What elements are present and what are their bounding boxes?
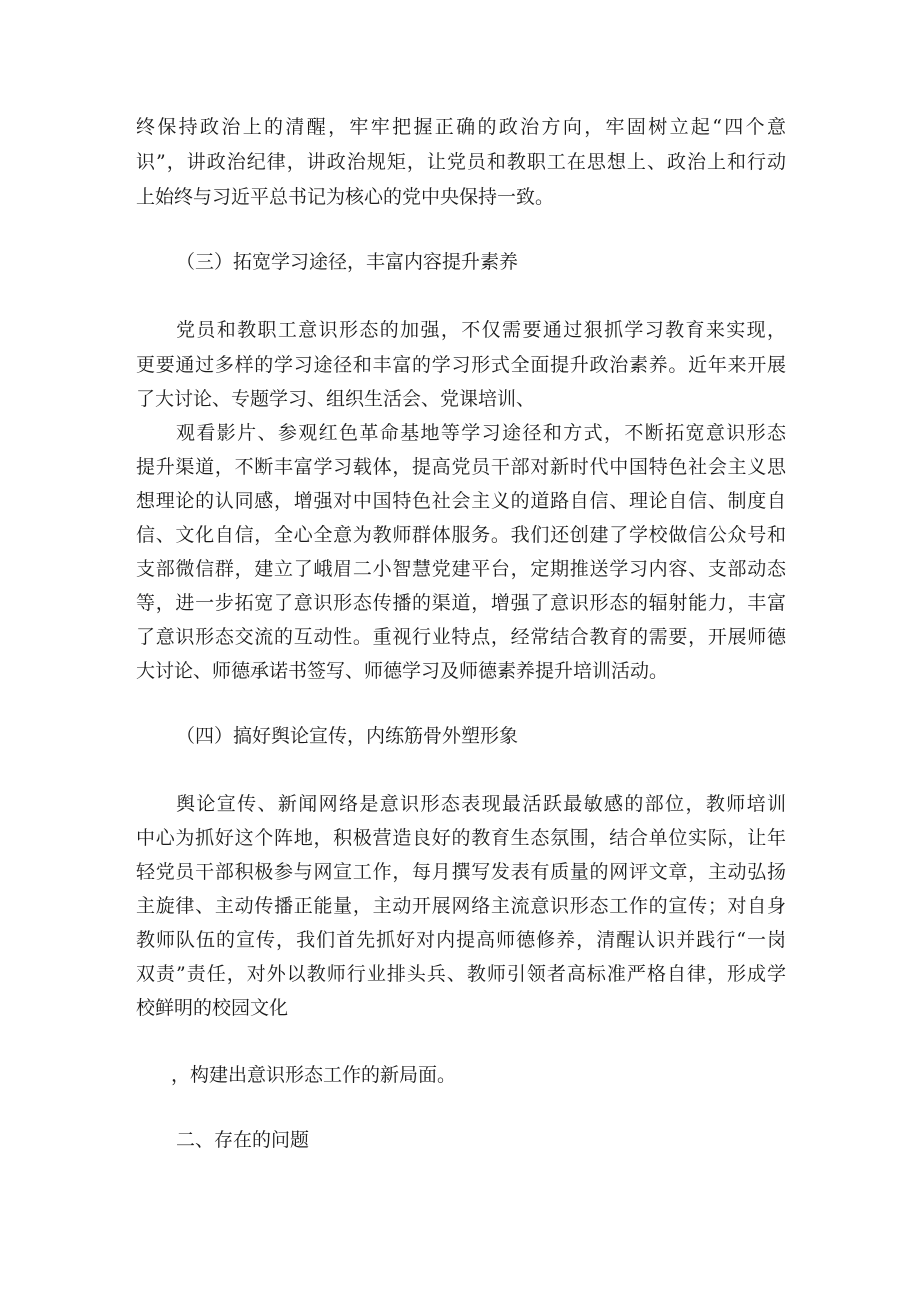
text-line: 了意识形态交流的互动性。重视行业特点，经常结合教育的需要，开展师德 (136, 626, 786, 648)
text-line: 上始终与习近平总书记为核心的党中央保持一致。 (136, 186, 555, 208)
text-line: 等，进一步拓宽了意识形态传播的渠道，增强了意识形态的辐射能力，丰富 (136, 592, 786, 614)
text-line: 双责”责任，对外以教师行业排头兵、教师引领者高标准严格自律，形成学 (136, 963, 786, 985)
text-line: 中心为抓好这个阵地，积极营造良好的教育生态氛围，结合单位实际，让年 (136, 827, 786, 849)
text-line: 更要通过多样的学习途径和丰富的学习形式全面提升政治素养。近年来开展 (136, 354, 786, 376)
text-line: 识”，讲政治纪律，讲政治规矩，让党员和教职工在思想上、政治上和行动 (136, 151, 786, 173)
text-line: 终保持政治上的清醒，牢牢把握正确的政治方向，牢固树立起“四个意 (136, 116, 786, 138)
text-line: 舆论宣传、新闻网络是意识形态表现最活跃最敏感的部位，教师培训 (176, 793, 786, 815)
text-line: 提升渠道，不断丰富学习载体，提高党员干部对新时代中国特色社会主义思 (136, 456, 786, 478)
text-line: 教师队伍的宣传，我们首先抓好对内提高师德修养，清醒认识并践行“一岗 (136, 929, 786, 951)
text-line: 党员和教职工意识形态的加强，不仅需要通过狠抓学习教育来实现， (176, 319, 786, 341)
text-line: 了大讨论、专题学习、组织生活会、党课培训、 (136, 388, 536, 410)
section-heading-issues: 二、存在的问题 (176, 1129, 310, 1151)
text-line: 主旋律、主动传播正能量，主动开展网络主流意识形态工作的宣传；对自身 (136, 895, 786, 917)
text-line: 校鲜明的校园文化 (136, 997, 289, 1019)
text-line: 支部微信群，建立了峨眉二小智慧党建平台，定期推送学习内容、支部动态 (136, 558, 786, 580)
text-line: 轻党员干部积极参与网宣工作，每月撰写发表有质量的网评文章，主动弘扬 (136, 861, 786, 883)
section-heading-4: （四）搞好舆论宣传，内练筋骨外塑形象 (176, 725, 519, 747)
text-line: 信、文化自信，全心全意为教师群体服务。我们还创建了学校做信公众号和 (136, 524, 786, 546)
section-heading-3: （三）拓宽学习途径，丰富内容提升素养 (176, 251, 519, 273)
text-line: 想理论的认同感，增强对中国特色社会主义的道路自信、理论自信、制度自 (136, 490, 786, 512)
continuation-line: ，构建出意识形态工作的新局面。 (171, 1064, 457, 1086)
text-line: 大讨论、师德承诺书签写、师德学习及师德素养提升培训活动。 (136, 660, 669, 682)
text-line: 观看影片、参观红色革命基地等学习途径和方式，不断拓宽意识形态 (176, 422, 786, 444)
